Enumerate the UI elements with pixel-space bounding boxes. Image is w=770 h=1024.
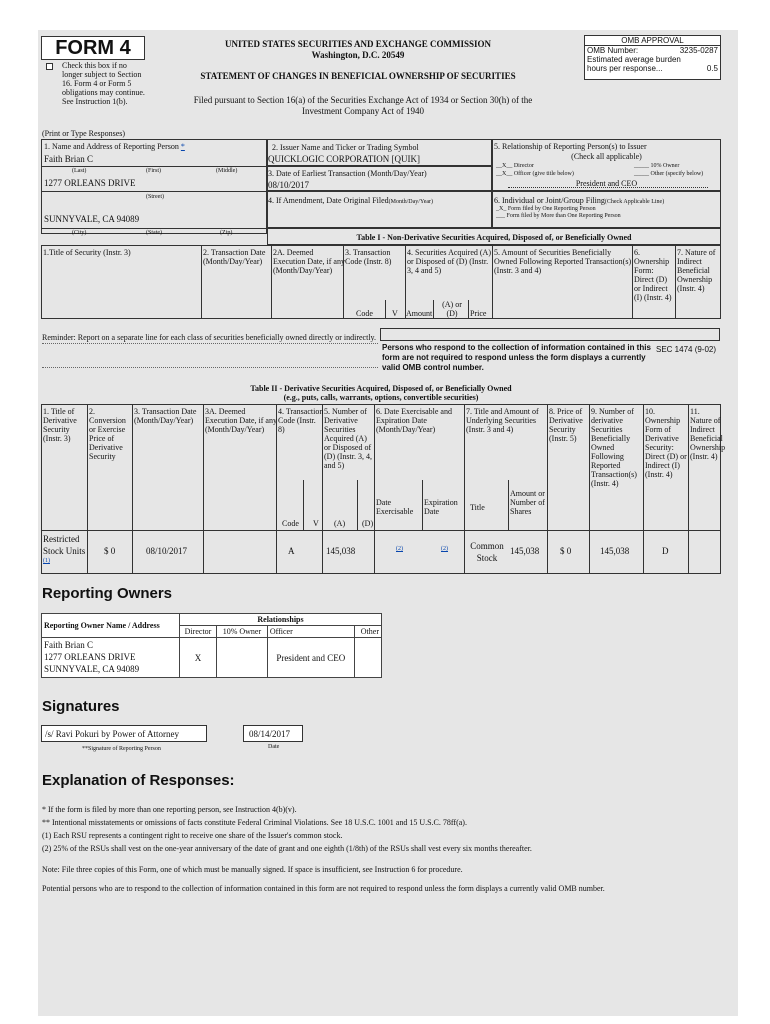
table2-title: Table II - Derivative Securities Acquired, Disposed of, or Beneficially Owned [250,384,512,393]
t2-h11: 11. Nature of Indirect Beneficial Ownership (Instr. 4) [690,407,726,461]
t2-h4: 4. Transaction Code (Instr. 8) [278,407,324,434]
t2-a: (A) [334,519,346,528]
t2-row-code: A [288,546,295,556]
city-label: (City) [72,230,87,236]
divider [385,300,386,319]
state-label: (State) [146,230,162,236]
explanation-line4: (2) 25% of the RSUs shall vest on the one-year anniversary of the date of grant and one eighth (1/8th) of the RSUs shall vest every six months thereafter. [42,844,532,853]
t2-h3a: 3A. Deemed Execution Date, if any (Month/Day/Year) [205,407,277,434]
explanation-heading: Explanation of Responses: [42,772,235,789]
t2-row-owned: 145,038 [600,546,630,556]
filed-pursuant-line2: Investment Company Act of 1940 [302,106,424,116]
footnote-2-link-exercisable[interactable]: (2) [396,546,403,552]
divider [42,343,378,344]
agency-name: UNITED STATES SECURITIES AND EXCHANGE COMMISSION [225,39,491,49]
box1-label [44,142,185,151]
explanation-line2: ** Intentional misstatements or omissions of facts constitute Federal Criminal Violations. See 18 U.S.C. 1001 and 15 U.S.C. 78ff(a). [42,818,467,827]
t1-h2a: 2A. Deemed Execution Date, if any (Month/Day/Year) [273,248,345,275]
signature-date: 08/14/2017 [249,729,291,739]
hours-label: hours per response... [587,64,663,73]
officer-option: __X__ Officer (give title below) [496,171,574,177]
first-label: (First) [146,168,161,174]
divider [422,480,423,530]
file-note: Note: File three copies of this Form, one of which must be manually signed. If space is insufficient, see Instruction 6 for procedure. [42,865,463,874]
owner10-header: 10% Owner [217,626,268,638]
city-value: SUNNYVALE, CA 94089 [44,214,140,224]
divider [508,187,708,188]
reminder: Reminder: Report on a separate line for each class of securities beneficially owned directly or indirectly. [42,333,377,342]
t1-code: Code [356,309,373,318]
form-title-box [41,36,145,60]
t1-h1: 1.Title of Security (Instr. 3) [43,248,131,257]
t2-code: Code [282,519,299,528]
t1-aord: (A) or (D) [442,300,462,318]
divider [203,404,204,574]
t2-row-a: 145,038 [326,546,356,556]
t2-row-title: Common Stock [470,541,504,563]
omb-number: 3235-0287 [679,46,718,55]
t1-price: Price [470,309,487,318]
t1-amount: Amount [406,309,433,318]
t2-h5: 5. Number of Derivative Securities Acquired (A) or Disposed of (D) (Instr. 3, 4, and 5) [324,407,372,470]
hours-value: 0.5 [706,64,718,73]
t2-d: (D) [362,519,374,528]
signature-label: **Signature of Reporting Person [82,746,161,752]
owner-info [42,638,180,678]
reporting-person-name: Faith Brian C [44,154,93,164]
t2-amt-shares: Amount or Number of Shares [510,489,545,516]
divider [675,245,676,319]
t2-h10: 10. Ownership Form of Derivative Security: Direct (D) or Indirect (I) (Instr. 4) [645,407,687,479]
t1-h2: 2. Transaction Date (Month/Day/Year) [203,248,266,266]
issuer-label: 2. Issuer Name and Ticker or Trading Symbol [272,143,419,152]
omb-number-label: OMB Number: [587,46,639,55]
director-header: Director [180,626,217,638]
box1-label-text: 1. Name and Address of Reporting Person [44,142,179,151]
omb-approval-box [584,35,721,80]
earliest-date-value: 08/10/2017 [268,180,310,190]
signatures-heading: Signatures [42,698,120,715]
officer-title: President and CEO [575,179,638,188]
relationships-header: Relationships [180,614,382,626]
t1-v: V [392,309,398,318]
middle-label: (Middle) [216,168,238,174]
potential-note: Potential persons who are to respond to the collection of information contained in this form are not required to respond unless the form displays a currently valid OMB number. [42,884,605,893]
divider [464,404,465,574]
footnote-1-link[interactable]: (1) [43,558,50,564]
explanation-line3: (1) Each RSU represents a contingent right to receive one share of the Issuer's common stock. [42,831,343,840]
t2-h9: 9. Number of derivative Securities Beneficially Owned Following Reported Transaction(s) (Instr. 4) [591,407,637,488]
divider [632,245,633,319]
t2-h1: 1. Title of Derivative Security (Instr. 3) [43,407,77,443]
filing-type-label-text: 6. Individual or Joint/Group Filing [494,196,605,205]
filing-line2: ___ Form filed by More than One Reporting Person [496,213,621,219]
explanation-line1: * If the form is filed by more than one reporting person, see Instruction 4(b)(v). [42,805,297,814]
respond-note-box [380,328,720,341]
filing-type-label [494,196,664,206]
respond-note: Persons who respond to the collection of information contained in this form are not required to respond unless the form displays a currently valid OMB control number. [382,343,651,372]
divider [41,191,267,192]
omb-number-row [585,46,720,55]
officer-title-cell: President and CEO [267,638,354,678]
divider [201,245,202,319]
t2-row-amount: 145,038 [510,546,540,556]
filing-line1: _X_ Form filed by One Reporting Person [496,206,596,212]
omb-approval-title: OMB APPROVAL [585,36,720,46]
print-note: (Print or Type Responses) [42,129,126,138]
t1-h5: 5. Amount of Securities Beneficially Owned Following Reported Transaction(s) (Instr. 3 and 4) [494,248,632,275]
owner-name-header: Reporting Owner Name / Address [42,614,180,638]
relationship-sub: (Check all applicable) [571,152,642,161]
t2-row-conv: $ 0 [104,546,116,556]
date-label: Date [268,744,280,750]
agency-city: Washington, D.C. 20549 [311,50,405,60]
table2-subtitle: (e.g., puts, calls, warrants, options, convertible securities) [283,393,479,402]
other-option: _____ Other (specify below) [634,171,704,177]
street-value: 1277 ORLEANS DRIVE [44,178,136,188]
t2-v: V [313,519,319,528]
hours-row [585,64,720,73]
footnote-2-link-expiration[interactable]: (2) [441,546,448,552]
owner10-cell [217,638,268,678]
t2-h7: 7. Title and Amount of Underlying Securities (Instr. 3 and 4) [466,407,539,434]
form-page [38,30,738,1016]
t2-row-date: 08/10/2017 [146,546,188,556]
divider [405,245,406,319]
amendment-label-small: (Month/Day/Year) [388,199,434,205]
table1-title: Table I - Non-Derivative Securities Acquired, Disposed of, or Beneficially Owned [356,233,632,242]
t2-row-security [43,533,87,569]
reporting-owners-heading: Reporting Owners [42,585,173,602]
owner-city: SUNNYVALE, CA 94089 [44,664,140,674]
checkbox-note: Check this box if no longer subject to Section 16. Form 4 or Form 5 obligations may continue. See Instruction 1(b). [62,61,145,106]
director-mark: X [180,638,217,678]
t2-exp: Expiration Date [424,498,458,516]
sec-code: SEC 1474 (9-02) [656,345,717,354]
zip-label: (Zip) [220,230,233,236]
t1-h3: 3. Transaction Code (Instr. 8) [345,248,392,266]
t1-h4: 4. Securities Acquired (A) or Disposed of (D) (Instr. 3, 4 and 5) [407,248,491,275]
divider [41,166,267,167]
signer-name: /s/ Ravi Pokuri by Power of Attorney [45,729,179,739]
divider [42,367,378,368]
t2-h3: 3. Transaction Date (Month/Day/Year) [134,407,197,425]
director-option: __X__ Director [496,163,534,169]
t2-h6: 6. Date Exercisable and Expiration Date (Month/Day/Year) [376,407,452,434]
t2-title-col: Title [470,503,485,512]
relationship-label: 5. Relationship of Reporting Person(s) to Issuer [494,142,647,151]
divider [433,300,434,319]
t1-h7: 7. Nature of Indirect Beneficial Ownership (Instr. 4) [677,248,716,293]
last-label: (Last) [72,168,87,174]
no-longer-subject-checkbox[interactable] [46,63,53,70]
divider [87,404,88,574]
owner-street: 1277 ORLEANS DRIVE [44,652,136,662]
divider [357,480,358,530]
divider [468,300,469,319]
amendment-label-text: 4. If Amendment, Date Original Filed [268,196,389,205]
owner-name: Faith Brian C [44,640,93,650]
form-title: FORM 4 [55,37,131,59]
t2-date-ex: Date Exercisable [376,498,414,516]
other-header: Other [354,626,381,638]
divider [508,480,509,530]
other-cell [354,638,381,678]
divider [374,404,375,574]
star-footnote-link[interactable]: * [180,142,185,151]
statement-title: STATEMENT OF CHANGES IN BENEFICIAL OWNERSHIP OF SECURITIES [200,71,516,81]
filed-pursuant-line1: Filed pursuant to Section 16(a) of the Securities Exchange Act of 1934 or Section 30(h) of the [193,95,533,105]
owner10-option: _____ 10% Owner [634,163,680,169]
reporting-owners-table [41,613,382,678]
t2-row-form: D [662,546,669,556]
burden-label: Estimated average burden [587,55,681,64]
divider [41,228,267,229]
officer-header: Officer [267,626,354,638]
earliest-date-label: 3. Date of Earliest Transaction (Month/Day/Year) [268,169,427,178]
t2-row-price: $ 0 [560,546,572,556]
street-label: (Street) [146,194,164,200]
t1-h6: 6. Ownership Form: Direct (D) or Indirect (I) (Instr. 4) [634,248,672,302]
divider [41,530,721,531]
t2-h2: 2. Conversion or Exercise Price of Derivative Security [89,407,126,461]
divider [303,480,304,530]
filing-type-label-small: (Check Applicable Line) [604,199,665,205]
issuer-value: QUICKLOGIC CORPORATION [QUIK] [268,154,420,164]
amendment-label [268,196,433,206]
t2-row-security-text: Restricted Stock Units [43,534,86,556]
t2-h8: 8. Price of Derivative Security (Instr. 5) [549,407,583,443]
